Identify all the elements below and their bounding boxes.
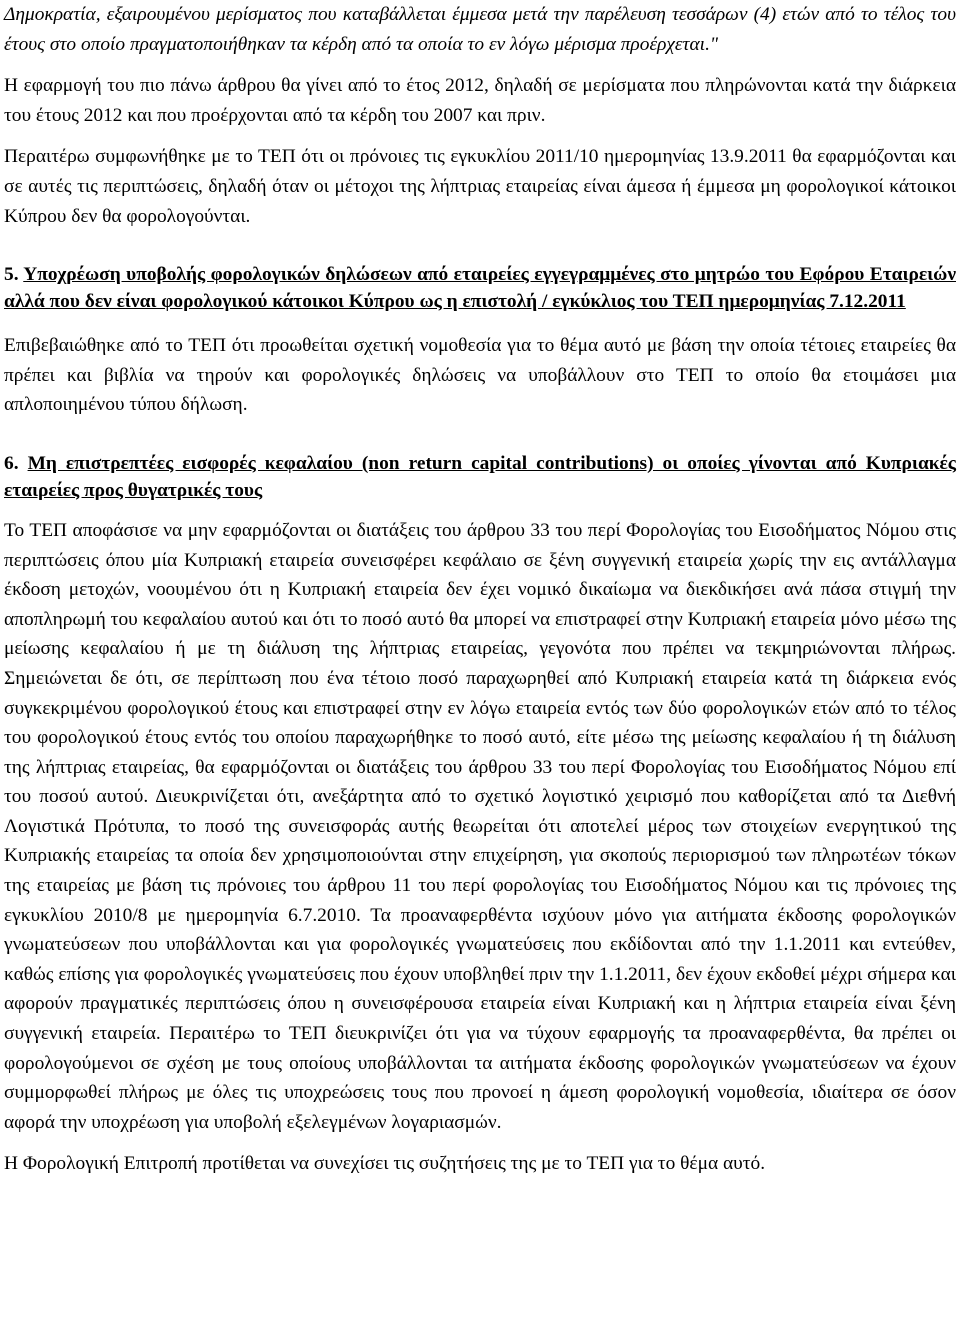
further-agreement-paragraph: Περαιτέρω συμφωνήθηκε με το ΤΕΠ ότι οι πρόνοιες τις εγκυκλίου 2011/10 ημερομηνίας 13.9.2011 θα εφαρμόζονται και σε αυτές τις περιπτώσεις, δηλαδή όταν οι μέτοχοι της λήπτριας εταιρείας είναι άμεσα ή έμμεσα μη φορολογικοί κάτοικοι Κύπρου δεν θα φορολογούνται. [4, 146, 956, 227]
section-6-heading [4, 450, 956, 504]
section-6-body: Το ΤΕΠ αποφάσισε να μην εφαρμόζονται οι διατάξεις του άρθρου 33 του περί Φορολογίας του Εισοδήματος Νόμου στις περιπτώσεις όπου μία Κυπριακή εταιρεία συνεισφέρει κεφάλαιο σε ξένη συγγενική εταιρεία χωρίς την εις αντάλλαγμα έκδοση μετοχών, νοουμένου ότι η Κυπριακή εταιρεία δεν έχει νομικό δικαίωμα να διεκδικήσει ανά πάσα στιγμή την αποπληρωμή του κεφαλαίου αυτού και ότι το ποσό αυτό θα μπορεί να επιστραφεί στην Κυπριακή εταιρεία μόνο μέσω της μείωσης κεφαλαίου ή με τη διάλυση της λήπτριας εταιρείας, γεγονότα που πρέπει να τεκμηριώνονται πλήρως. Σημειώνεται δε ότι, σε περίπτωση που ένα τέτοιο ποσό παραχωρηθεί από Κυπριακή εταιρεία κατά τη διάρκεια ενός συγκεκριμένου φορολογικού έτους και επιστραφεί στην εν λόγω εταιρεία εντός των δύο φορολογικών ετών από το τέλος του φορολογικού έτους εντός του οποίου παραχωρήθηκε το ποσό αυτό, είτε μέσω της μείωσης κεφαλαίου ή τη διάλυση της λήπτριας εταιρείας, θα εφαρμόζονται οι διατάξεις του άρθρου 33 του περί Φορολογίας του Εισοδήματος Νόμου επί του ποσού αυτού. Διευκρινίζεται ότι, ανεξάρτητα από το σχετικό λογιστικό χειρισμό που καθορίζεται από τα Διεθνή Λογιστικά Πρότυπα, το ποσό της συνεισφοράς αυτής θεωρείται ότι αποτελεί μέρος των στοιχείων ενεργητικού της Κυπριακής εταιρείας τα οποία δεν χρησιμοποιούνται στην επιχείρηση, για σκοπούς περιορισμού των πληρωτέων τόκων της εταιρείας με βάση τις πρόνοιες του άρθρου 11 του περί φορολογίας του Εισοδήματος Νόμου και τις πρόνοιες της εγκυκλίου 2010/8 με ημερομηνία 6.7.2010. Τα προαναφερθέντα ισχύουν μόνο για αιτήματα έκδοσης φορολογικών γνωματεύσεων που υποβάλλονται και για φορολογικές γνωματεύσεις που εκδίδονται από την 1.1.2011 και εντεύθεν, καθώς επίσης για φορολογικές γνωματεύσεις που έχουν υποβληθεί πριν την 1.1.2011, δεν έχουν εκδοθεί μέχρι σήμερα και αφορούν πραγματικές περιπτώσεις όπου η συνεισφέρουσα εταιρεία είναι Κυπριακή και η λήπτρια εταιρεία είναι ξένη συγγενική εταιρεία. Περαιτέρω το ΤΕΠ διευκρινίζει ότι για να τύχουν εφαρμογής τα προαναφερθέντα, θα πρέπει οι φορολογούμενοι σε σχέση με τους οποίους υποβάλλονται τα αιτήματα έκδοσης φορολογικών γνωματεύσεων να έχουν συμμορφωθεί πλήρως με όλες τις υποχρεώσεις τους που προνοεί η άμεση φορολογική νομοθεσία, ιδιαίτερα σε όσον αφορά την υποχρέωση για υποβολή εξελεγμένων λογαριασμών. [4, 519, 956, 1133]
intro-quote-paragraph: Δημοκρατία, εξαιρουμένου μερίσματος που καταβάλλεται έμμεσα μετά την παρέλευση τεσσάρων (4) ετών από το τέλος του έτους στο οποίο πραγματοποιήθηκαν τα κέρδη από τα οποία το εν λόγω μέρισμα προέρχεται." [4, 4, 956, 55]
section-6-title: Μη επιστρεπτέες εισφορές κεφαλαίου (non return capital contributions) οι οποίες γίνονται από Κυπριακές εταιρείες προς θυγατρικές τους [4, 452, 956, 501]
application-paragraph: Η εφαρμογή του πιο πάνω άρθρου θα γίνει από το έτος 2012, δηλαδή σε μερίσματα που πληρώνονται κατά την διάρκεια του έτους 2012 και που προέρχονται από τα κέρδη του 2007 και πριν. [4, 75, 956, 126]
section-5-body: Επιβεβαιώθηκε από το ΤΕΠ ότι προωθείται σχετική νομοθεσία για το θέμα αυτό με βάση την οποία τέτοιες εταιρείες θα πρέπει και βιβλία να τηρούν και φορολογικές δηλώσεις να υποβάλλουν στο ΤΕΠ το οποίο θα ετοιμάσει μια απλοποιημένου τύπου δήλωση. [4, 335, 956, 416]
closing-paragraph: Η Φορολογική Επιτροπή προτίθεται να συνεχίσει τις συζητήσεις της με το ΤΕΠ για το θέμα αυτό. [4, 1153, 766, 1175]
section-5-heading [4, 261, 956, 315]
section-5-number: 5. [4, 264, 19, 286]
spacer [4, 231, 956, 261]
document-page [4, 0, 956, 1179]
spacer [4, 315, 956, 331]
spacer [4, 504, 956, 516]
spacer [4, 59, 956, 71]
spacer [4, 420, 956, 450]
section-6-number: 6. [4, 452, 19, 474]
spacer [4, 130, 956, 142]
section-5-title: Υποχρέωση υποβολής φορολογικών δηλώσεων από εταιρείες εγγεγραμμένες στο μητρώο του Εφόρου Εταιρειών αλλά που δεν είναι φορολογικού κάτοικοι Κύπρου ως η επιστολή / εγκύκλιος του ΤΕΠ ημερομηνίας 7.12.2011 [4, 264, 956, 313]
spacer [4, 1137, 956, 1149]
